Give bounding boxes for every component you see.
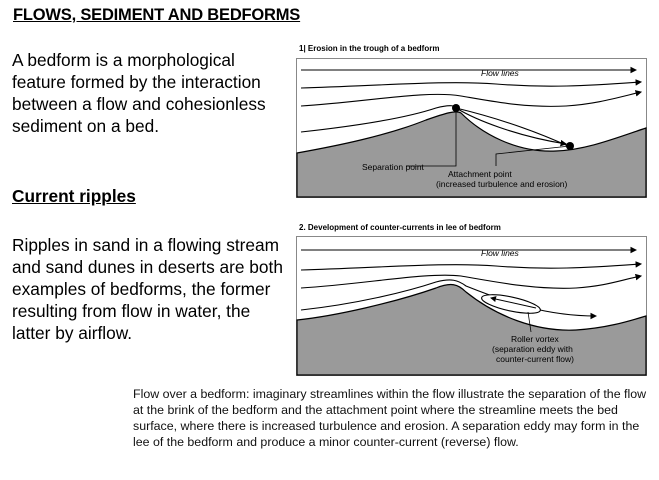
section-paragraph: Ripples in sand in a flowing stream and sand dunes in deserts are both examples of bedforms, the former resulting from flow in water, the latter by airflow. xyxy=(12,235,283,343)
figure2-title: 2. Development of counter-currents in lee of bedform xyxy=(299,223,501,232)
vortex-sublabel-2: counter-current flow) xyxy=(496,354,574,364)
page-title: FLOWS, SEDIMENT AND BEDFORMS xyxy=(13,6,301,24)
intro-paragraph: A bedform is a morphological feature formed by the interaction between a flow and cohesionless sediment on a bed. xyxy=(12,50,266,136)
separation-label: Separation point xyxy=(362,162,424,172)
figure-caption: Flow over a bedform: imaginary streamlines within the flow illustrate the separation of the flow at the brink of the bedform and the attachment point where the streamline meets the bed surface, where there is increased turbulence and erosion. A separation eddy may form in the lee of the bedform and produce a minor counter-current (reverse) flow. xyxy=(133,387,647,449)
vortex-sublabel-1: (separation eddy with xyxy=(492,344,573,354)
figure2-flow-label: Flow lines xyxy=(481,248,519,258)
attachment-label: Attachment point xyxy=(448,169,512,179)
figure1-diagram xyxy=(296,58,647,198)
figure1-title: 1| Erosion in the trough of a bedform xyxy=(299,44,440,53)
vortex-label: Roller vortex xyxy=(511,334,559,344)
section-heading: Current ripples xyxy=(12,186,136,206)
attachment-sublabel: (increased turbulence and erosion) xyxy=(436,179,568,189)
figure1-flow-label: Flow lines xyxy=(481,68,519,78)
figure2-diagram xyxy=(296,236,647,376)
